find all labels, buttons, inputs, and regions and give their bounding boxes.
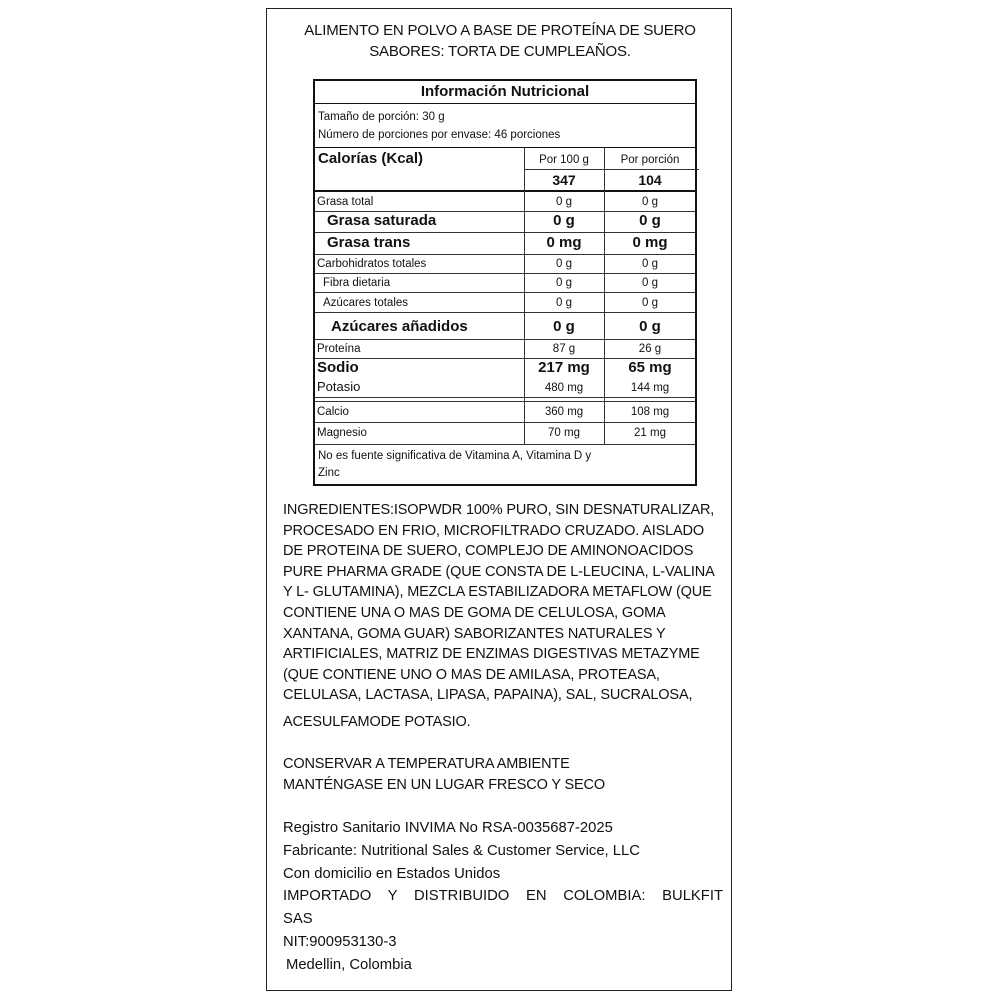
nutrient-name: Grasa trans: [327, 234, 411, 251]
nutrient-per-serving: 21 mg: [634, 427, 666, 439]
servings-per-container: Número de porciones por envase: 46 porciones: [318, 129, 561, 141]
product-description: ALIMENTO EN POLVO A BASE DE PROTEÍNA DE SUERO: [304, 22, 696, 39]
row-divider: [315, 312, 695, 313]
footnote-line: No es fuente significativa de Vitamina A, Vitamina D y: [318, 450, 592, 462]
ingredients-line: ARTIFICIALES, MATRIZ DE ENZIMAS DIGESTIVAS METAZYME: [283, 646, 700, 663]
divider: [315, 147, 695, 148]
importador: IMPORTADO Y DISTRIBUIDO EN COLOMBIA: BULKFIT: [283, 888, 723, 905]
domicilio: Con domicilio en Estados Unidos: [283, 865, 501, 882]
nutrient-name: Azúcares totales: [323, 297, 409, 309]
nutrient-name: Grasa total: [317, 196, 374, 208]
column-header-per100g: Por 100 g: [539, 154, 589, 166]
ingredients-line: CONTIENE UNA O MAS DE GOMA DE CELULOSA, GOMA: [283, 604, 666, 621]
nutrient-per-serving: 0 g: [639, 212, 661, 229]
importador-continued: SAS: [283, 911, 313, 928]
nutrient-per-serving: 144 mg: [630, 382, 670, 394]
calories-per100g: 347: [552, 172, 576, 188]
storage-line: MANTÉNGASE EN UN LUGAR FRESCO Y SECO: [283, 776, 605, 793]
nutrient-per100g: 217 mg: [538, 359, 590, 376]
nutrient-per100g: 0 g: [553, 318, 575, 335]
ingredients-last-line: ACESULFAMODE POTASIO.: [283, 714, 471, 730]
ingredients-line: Y L- GLUTAMINA), MEZCLA ESTABILIZADORA METAFLOW (QUE: [283, 584, 712, 601]
nutrient-per100g: 0 g: [556, 277, 572, 289]
nutrient-per100g: 0 g: [556, 258, 572, 270]
calories-label: Calorías (Kcal): [318, 150, 424, 167]
ingredients-line: CELULASA, LACTASA, LIPASA, PAPAINA), SAL, SUCRALOSA,: [283, 687, 693, 704]
column-header-per-serving: Por porción: [620, 154, 680, 166]
nutrient-name: Calcio: [317, 406, 349, 418]
storage-instructions: [283, 754, 723, 795]
nutrient-name: Grasa saturada: [327, 212, 437, 229]
ingredients-line: PURE PHARMA GRADE (QUE CONSTA DE L-LEUCINA, L-VALINA: [283, 563, 715, 580]
nutrient-per100g: 70 mg: [548, 427, 580, 439]
row-divider: [315, 232, 695, 233]
ingredients-line: PROCESADO EN FRIO, MICROFILTRADO CRUZADO. AISLADO: [283, 522, 704, 539]
nutrition-title: Información Nutricional: [315, 81, 695, 104]
nutrient-per-serving: 0 mg: [632, 234, 668, 251]
row-divider: [315, 444, 695, 445]
nutrient-name: Sodio: [317, 359, 359, 376]
ingredients-line: (QUE CONTIENE UNO O MAS DE AMILASA, PROTEASA,: [283, 666, 660, 683]
divider: [524, 169, 699, 170]
nutrient-name: Azúcares añadidos: [331, 318, 468, 335]
nutrient-per-serving: 108 mg: [630, 406, 670, 418]
nutrient-name: Potasio: [317, 379, 361, 394]
ingredients-line: DE PROTEINA DE SUERO, COMPLEJO DE AMINONOACIDOS: [283, 543, 694, 560]
nutrient-name: Carbohidratos totales: [317, 258, 427, 270]
nutrient-per-serving: 0 g: [642, 196, 658, 208]
nutrient-per100g: 0 g: [556, 196, 572, 208]
calories-per-serving: 104: [638, 172, 662, 188]
row-divider: [315, 292, 695, 293]
nutrient-per100g: 0 g: [556, 297, 572, 309]
nutrient-name: Magnesio: [317, 427, 367, 439]
ciudad: Medellin, Colombia: [286, 956, 412, 973]
nutrient-per100g: 0 g: [553, 212, 575, 229]
product-flavor: SABORES: TORTA DE CUMPLEAÑOS.: [369, 43, 631, 60]
nutrient-per-serving: 0 g: [642, 297, 658, 309]
nutrient-per-serving: 0 g: [639, 318, 661, 335]
registro-sanitario: Registro Sanitario INVIMA No RSA-0035687-2025: [283, 820, 613, 836]
ingredients-line: INGREDIENTES:ISOPWDR 100% PURO, SIN DESNATURALIZAR,: [283, 502, 715, 518]
nutrient-name: Fibra dietaria: [323, 277, 391, 289]
storage-line: CONSERVAR A TEMPERATURA AMBIENTE: [283, 756, 570, 772]
ingredients-line: XANTANA, GOMA GUAR) SABORIZANTES NATURALES Y: [283, 625, 666, 642]
nutrient-per100g: 480 mg: [544, 382, 584, 394]
row-divider: [315, 401, 695, 402]
fabricante: Fabricante: Nutritional Sales & Customer Service, LLC: [283, 842, 640, 859]
row-divider: [315, 422, 695, 423]
nutrient-per100g: 360 mg: [544, 406, 584, 418]
footnote-line: Zinc: [318, 467, 340, 479]
nutrient-per-serving: 0 g: [642, 258, 658, 270]
nutrient-per-serving: 26 g: [638, 343, 662, 355]
divider: [315, 190, 695, 192]
nutrient-per100g: 87 g: [552, 343, 576, 355]
nutrient-per100g: 0 mg: [546, 234, 582, 251]
nutrient-per-serving: 0 g: [642, 277, 658, 289]
nit: NIT:900953130-3: [283, 933, 397, 950]
nutrient-name: Proteína: [317, 343, 361, 355]
manufacturer-info: [283, 817, 723, 977]
serving-size: Tamaño de porción: 30 g: [318, 111, 445, 123]
nutrient-per-serving: 65 mg: [628, 359, 672, 376]
row-divider: [315, 397, 695, 398]
product-label: [266, 8, 732, 991]
ingredients-block: [283, 500, 723, 706]
nutrition-facts-panel: [313, 79, 697, 486]
